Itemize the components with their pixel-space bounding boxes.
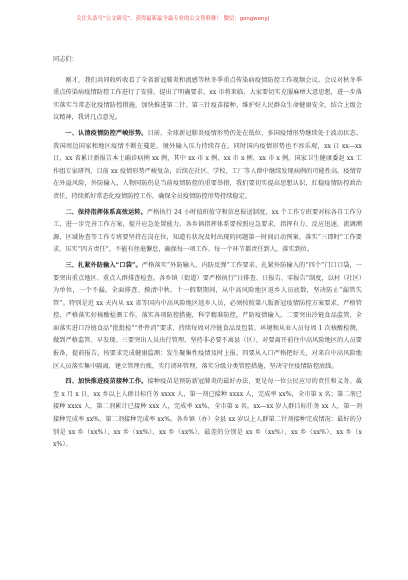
section-text: 严格执行 24 小时值班值守和信息报送制度，xx 个工作专班要对标各自工作分工，进一步完善工作方案，提升应急处置能力。各乡镇指挥体系要按照应急要求，指挥有力、反应迅速，流调溯源、区域协查等工作专班要坚持在岗在位，知道有状况及时出现的问题第一时间启动预案，落实“三即时”工作要求，压实“四方责任”，不能有丝毫懈怠，确保每一项工作、每一个环节都责任到人，落实到位。 — [53, 208, 362, 254]
section-4 — [53, 376, 362, 452]
paragraph-text: 刚才，我们共同收听收看了全省新冠肺炎和流感等秋冬季重点传染病疫情防控工作视频会议。会议对秋冬季重点传染病疫情防控工作进行了安排，提出了明确要求，xx 市将来临，大家要切实克服麻痹大意思想，进一步落实落实当常态化疫情防控措施，加快推进第二针、第三针疫苗接种，维护好人民群众生命健康安全，结合上级会议精神，我讲几点意见。 — [53, 76, 362, 122]
salutation: 同志们： — [53, 56, 78, 63]
section-3 — [53, 260, 362, 373]
document-body — [53, 54, 362, 452]
section-heading: 三、扎紧外防输入“口袋”。 — [65, 261, 142, 269]
paragraph-intro — [53, 75, 362, 125]
section-heading: 二、保持指挥体系高效运转。 — [65, 208, 147, 216]
section-text: 严格落实“外防输入、内防反弹”工作要求，扎紧外防输入的“四个”门口口袋，一要突出重点地区、重点人群排查检查。各乡镇（街道）要严格执行“日排查、日报告、零报告”制度，以村（社区）为单位，一个不漏，全面排查、摸清中秋、十一假期期间，从中高风险地区返乡人员底数，坚决防止“漏管失管”。特别是近 xx 天内从 xx 省等国内中高风险地区返乡人员，必须按照第八版新冠疫情防控方案要求，严格管控，严格落实好核酸检测工作，落实各项防控措施，科学精准防控，严防疫情输入。二要突出冷链食品监管，全面落实进口冷链食品“批批检”“件件消”要求，持续每周对冷链食品及包装、环境和从业人员每周 1 次核酸检测，做到严格监管、早发现。三要突出人员出行管理，坚持非必要不离县（区），对要离开前往中高风险地区的人员要报备，提前报告，按要求完成健康监测；发生聚集性疫情及时上报。四要从入口严格把好关，对来自中高风险地区人员落实集中隔离，建立管理台账，实行闭环管理，落实分级分类管控措施，坚决守住疫情防控底线。 — [53, 261, 362, 370]
section-text: 接种疫苗是预防新冠肺炎的最好办法，更是每一位公民应尽的责任和义务。截至 x 月 x 日，xx 乡以上人群目标任务 xxxx 人，第一剂已接种 xxxx 人，完成率 xx%，全市第 x 名；第二剂已接种 xxxx 人，第二剂累计已接种 xxx 人，完成率 xx%，全市第 x 名。xx—xx 岁人群目标任务 xx 人，第一剂接种完成率 xx%，第二剂接种完成率 xx%。各乡镇（办）全县 xx 岁以上人群第二针剂接种完成情况：最好的分别是 xx 乡（xx%）、xx 乡（xx%）、xx 乡（xx%），最差的分别是 xx 乡（xx%）、xx 乡（xx%）、xx 乡（xx%）。 — [53, 378, 363, 449]
section-1 — [53, 128, 362, 204]
header-banner: 关注头条号“公文研究”，获得最新最全最专业的公文资料排！ 微信：gongwenyj — [76, 16, 270, 22]
section-2 — [53, 207, 362, 257]
section-heading: 一、认清疫情防控严峻形势。 — [65, 129, 148, 137]
section-text: 目前，全球新冠肺炎疫情形势仍处在低位，多国疫情形势继续处于波动状态。我国周边国家和地区疫情不断在蔓延，境外输入压力持续存在。同时国内疫情形势也不容乐观，xx 日 xx—xx 日，xx 省累计新报告本土确诊病例 xx 例，其中 xx 市 x 例、xx 市 x 例、xx 市 x 例。国家卫生健康委赵 xx 工作组专家研判，目前 xx 疫情形势严峻复杂，后续在社区、学校、工厂等人群中继续发现病例的可能性高。疫情存在外溢风险，外防输入，人物同防仍是当前疫情防控的重要举措，我们要切实提高思想认识，扛稳疫情防控政治责任，持续抓好常态化疫情防控工作，确保全员疫情防控形势持续稳定。 — [53, 129, 363, 200]
section-heading: 四、加快推进疫苗接种工作。 — [65, 378, 148, 386]
